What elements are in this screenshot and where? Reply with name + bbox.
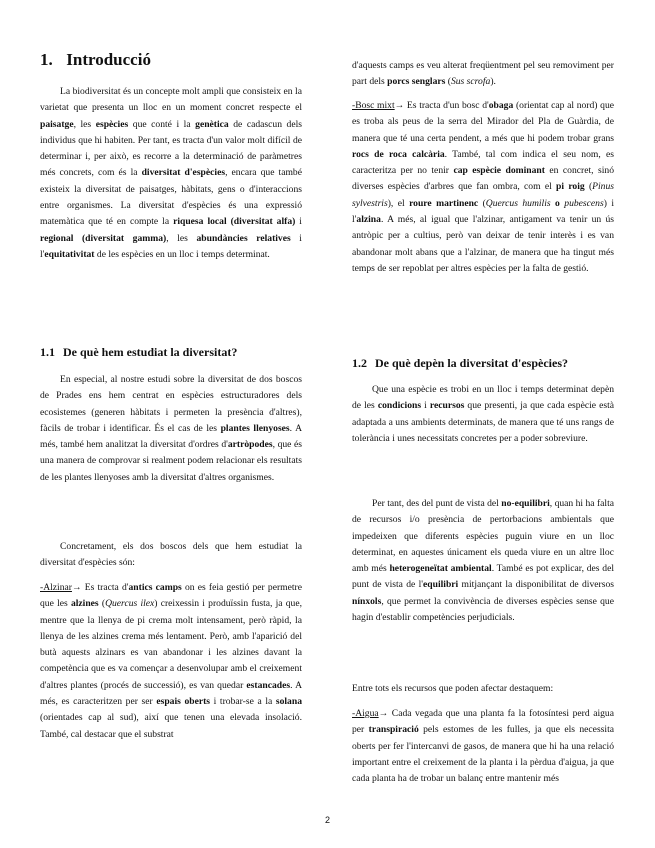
text-run: de les espècies en un lloc i temps determinat. [94, 248, 270, 260]
text-run: ), el [387, 197, 410, 209]
text-run: on es feia gestió per permetre que les [40, 582, 303, 610]
text-run: . A més, també hem analitzat la diversitat d'ordres d' [40, 422, 303, 451]
bold-term: espais oberts [156, 696, 211, 708]
text-run: En especial, al nostre estudi sobre la diversitat de dos boscos de Prades ens hem centrat en espècies estructuradores dels ecosistemes (generen hàbitats i permeten la presència d'altres), fàcils de trobar i identificar. És el cas de les [40, 374, 302, 434]
intro-paragraph [40, 84, 302, 263]
bold-term: equilibri [423, 579, 459, 591]
underlined-label: -Alzinar [40, 582, 72, 593]
text-run: d'aquests camps es veu alterat freqüentment pel seu removiment per part dels [352, 60, 614, 88]
text-run: ( [584, 181, 593, 193]
italic-term: Quercus ilex [105, 598, 155, 610]
bold-term: porcs senglars [387, 76, 446, 88]
italic-term: pubescens [564, 197, 604, 209]
text-run: . A més, es caracteritzen per ser [40, 679, 302, 708]
bold-term: genètica [195, 118, 229, 130]
text-run: . També, tal com indica el seu nom, es caracteritza per no tenir [352, 148, 614, 177]
text-run: ) i l' [352, 197, 614, 226]
paragraph-aigua [352, 706, 614, 787]
text-run: → Es tracta d' [71, 582, 129, 593]
section-title: Introducció [66, 50, 151, 69]
bold-term: roure martinenc [409, 197, 479, 209]
bold-term: heterogeneïtat ambiental [389, 563, 492, 575]
text-run: → Es tracta d'un bosc d' [394, 100, 489, 111]
italic-term: Sus scrofa [450, 76, 491, 88]
italic-term: Quercus humilis [485, 197, 551, 209]
paragraph-conditions [352, 382, 614, 447]
text-run: que presenti, ja que cada espècie està adaptada a uns ambients determinats, de manera que té uns rangs de tolerància i unes necessitats concretes per a poder sobreviure. [352, 400, 615, 444]
text-run: i [295, 216, 302, 228]
text-run: ( [478, 197, 486, 209]
bold-term: recursos [429, 400, 465, 412]
text-run: mitjançant la disponibilitat de diversos [458, 579, 614, 591]
text-run: Per tant, des del punt de vista del [372, 498, 502, 509]
paragraph-alzinar [40, 580, 302, 743]
subsection-heading-1-2 [352, 355, 614, 371]
text-run: pels estomes de les fulles, ja que els necessita oberts per fer l'intercanvi de gasos, de manera que hi ha una relació important entre el creixement de la planta i la pèrdua d'aigua, ja que cada planta ha de trobar un balanç entre mantenir més [352, 724, 615, 785]
bold-term: equitativitat [44, 248, 95, 260]
text-run: , les [166, 232, 197, 244]
bold-term: obaga [488, 100, 514, 111]
bold-term: solana [275, 696, 302, 708]
paragraph-resources [352, 681, 614, 697]
subsection-title: De què hem estudiat la diversitat? [63, 345, 238, 359]
bold-term: riquesa local (diversitat alfa) [173, 216, 296, 228]
bold-term: nínxols [352, 595, 382, 607]
bold-term: diversitat d'espècies [141, 167, 226, 179]
text-run: (orientat cap al nord) que es troba als peus de la serra del Mirador del Pla de Guàrdia, de manera que té una certa pendent, a més que hi podem trobar grans [352, 100, 615, 144]
section-heading [40, 50, 151, 70]
bold-term: alzines [70, 598, 99, 610]
underlined-label: -Aigua [352, 708, 379, 719]
text-run: ( [445, 76, 451, 88]
text-run: en concret, sinó diverses espècies d'arbres que fan ombra, com el [352, 165, 614, 193]
bold-term: espècies [95, 118, 129, 130]
text-run: ( [98, 598, 106, 610]
bold-term: paisatge [40, 118, 74, 130]
paragraph-forests-intro [40, 539, 302, 572]
text-run: , que permet la convivència de diverses espècies sense que hagin d'establir competències perjudicials. [352, 595, 614, 624]
subsection-number: 1.2 [352, 356, 367, 370]
bold-term: regional (diversitat gamma) [40, 232, 167, 244]
bold-term: condicions [377, 400, 422, 412]
paragraph-bosc-mixt [352, 98, 614, 277]
text-run: La biodiversitat és un concepte molt ampli que consisteix en la varietat que presenta un lloc en un moment concret respecte el [40, 86, 302, 114]
text-run: Concretament, els dos boscos dels que hem estudiat la diversitat d'espècies són: [40, 541, 302, 569]
underlined-label: -Bosc mixt [352, 100, 395, 111]
bold-term: alzina [356, 214, 381, 226]
text-run: . També es pot explicar, des del punt de vista de l' [352, 563, 614, 591]
subsection-title: De què depèn la diversitat d'espècies? [375, 356, 568, 370]
subsection-number: 1.1 [40, 345, 55, 359]
text-run: , que és una manera de comprovar si realment podem relacionar els resultats de les plantes llenyoses amb la diversitat d'altres organismes. [40, 439, 302, 483]
text-run: (orientades cap al sud), així que tenen una elevada insolació. També, cal destacar que el substrat [40, 712, 302, 740]
text-run: Que una espècie es trobi en un lloc i temps determinat depèn de les [352, 384, 614, 412]
text-run: i trobar-se a la [210, 696, 276, 708]
bold-term: cap espècie dominant [453, 165, 545, 177]
text-run: , quan hi ha falta de recursos i/o presència de pertorbacions ambientals que impedeixen que diferents espècies puguin viure en un lloc determinat, en aquestes únicament els queda viure en un altre lloc amb més [352, 498, 614, 575]
bold-term: estancades [246, 679, 291, 691]
paragraph-study-focus [40, 372, 302, 486]
bold-term: abundàncies relatives [196, 232, 291, 244]
text-run: ). [490, 76, 496, 88]
text-run: , encara que també existeix la diversitat de paisatges, hàbitats, gens o d'interaccions entre organismes. La diversitat d'espècies és una expressió matemàtica que té en compte la [40, 167, 302, 228]
bold-term: antics camps [128, 582, 182, 593]
bold-term: no-equilibri [501, 498, 550, 509]
text-run: . A més, al igual que l'alzinar, antigament va tenir un ús antròpic per a cultius, però van deixar de tenir interès i es van abandonar molt abans que a l'alzinar, de manera que ha tingut més temps de ser repoblat per altres espècies per la falta de gestió. [352, 214, 614, 274]
text-run: ) creixessin i produïssin fusta, ja que, mentre que la llenya de pi crema molt intensament, però ràpid, la llenya de les alzines crema més lentament. Però, amb l'aparició del butà aquests alzinars es van abandonar i les alzines davant la competència que es va començar a desenvolupar amb el creixement d'altres plantes (procés de successió), es van quedar [40, 598, 303, 691]
section-number: 1. [40, 50, 53, 69]
paragraph-equilibrium [352, 496, 614, 626]
bold-term: o [550, 197, 565, 209]
bold-term: pi roig [556, 181, 585, 193]
bold-term: transpiració [368, 724, 419, 736]
subsection-heading-1-1 [40, 344, 302, 360]
text-run: que conté i la [128, 118, 196, 130]
text-run: Entre tots els recursos que poden afectar destaquem: [352, 683, 554, 694]
text-run: → Cada vegada que una planta fa la fotosíntesi perd aigua per [352, 708, 614, 736]
text-run: i l' [40, 232, 302, 260]
text-run: , les [73, 118, 96, 130]
text-run: i [421, 400, 430, 412]
bold-term: plantes llenyoses [220, 422, 290, 434]
italic-term: Pinus sylvestris [352, 181, 615, 209]
bold-term: artròpodes [227, 439, 273, 451]
bold-term: rocs de roca calcària [352, 148, 445, 160]
text-run: de cadascun dels individus que hi habiten. Per tant, es tracta d'un valor molt difícil de determinar i, per això, es recorre a la determinació de paràmetres més concrets, com és la [40, 118, 302, 179]
paragraph-continuation [352, 58, 614, 91]
page-number: 2 [324, 815, 330, 825]
